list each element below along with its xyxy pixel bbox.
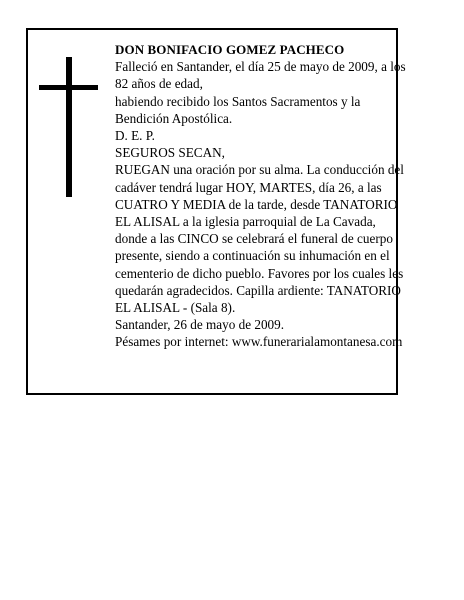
cross-vertical-bar bbox=[66, 57, 72, 197]
notice-line: Falleció en Santander, el día 25 de mayo de 2009, a los bbox=[115, 59, 406, 75]
notice-line: CUATRO Y MEDIA de la tarde, desde TANATORIO bbox=[115, 196, 398, 212]
notice-line: cadáver tendrá lugar HOY, MARTES, día 26, a las bbox=[115, 179, 382, 195]
notice-line: presente, siendo a continuación su inhumación en el bbox=[115, 248, 390, 264]
notice-line: Pésames por internet: www.funerarialamontanesa.com bbox=[115, 334, 403, 350]
cross-horizontal-bar bbox=[39, 85, 98, 90]
notice-line: EL ALISAL - (Sala 8). bbox=[115, 300, 236, 316]
notice-line: EL ALISAL a la iglesia parroquial de La Cavada, bbox=[115, 214, 376, 230]
notice-line: D. E. P. bbox=[115, 128, 155, 144]
notice-line: quedarán agradecidos. Capilla ardiente: TANATORIO bbox=[115, 282, 401, 298]
notice-line: SEGUROS SECAN, bbox=[115, 145, 225, 161]
notice-line: Santander, 26 de mayo de 2009. bbox=[115, 317, 285, 333]
obituary-notice bbox=[26, 28, 406, 395]
deceased-name: DON BONIFACIO GOMEZ PACHECO bbox=[115, 42, 345, 57]
notice-line: donde a las CINCO se celebrará el funeral de cuerpo bbox=[115, 231, 393, 247]
notice-line: RUEGAN una oración por su alma. La conducción del bbox=[115, 162, 404, 178]
notice-line: cementerio de dicho pueblo. Favores por los cuales les bbox=[115, 265, 404, 281]
notice-line: Bendición Apostólica. bbox=[115, 110, 233, 126]
notice-text bbox=[115, 41, 415, 351]
notice-line: 82 años de edad, bbox=[115, 76, 203, 92]
notice-line: habiendo recibido los Santos Sacramentos y la bbox=[115, 93, 361, 109]
